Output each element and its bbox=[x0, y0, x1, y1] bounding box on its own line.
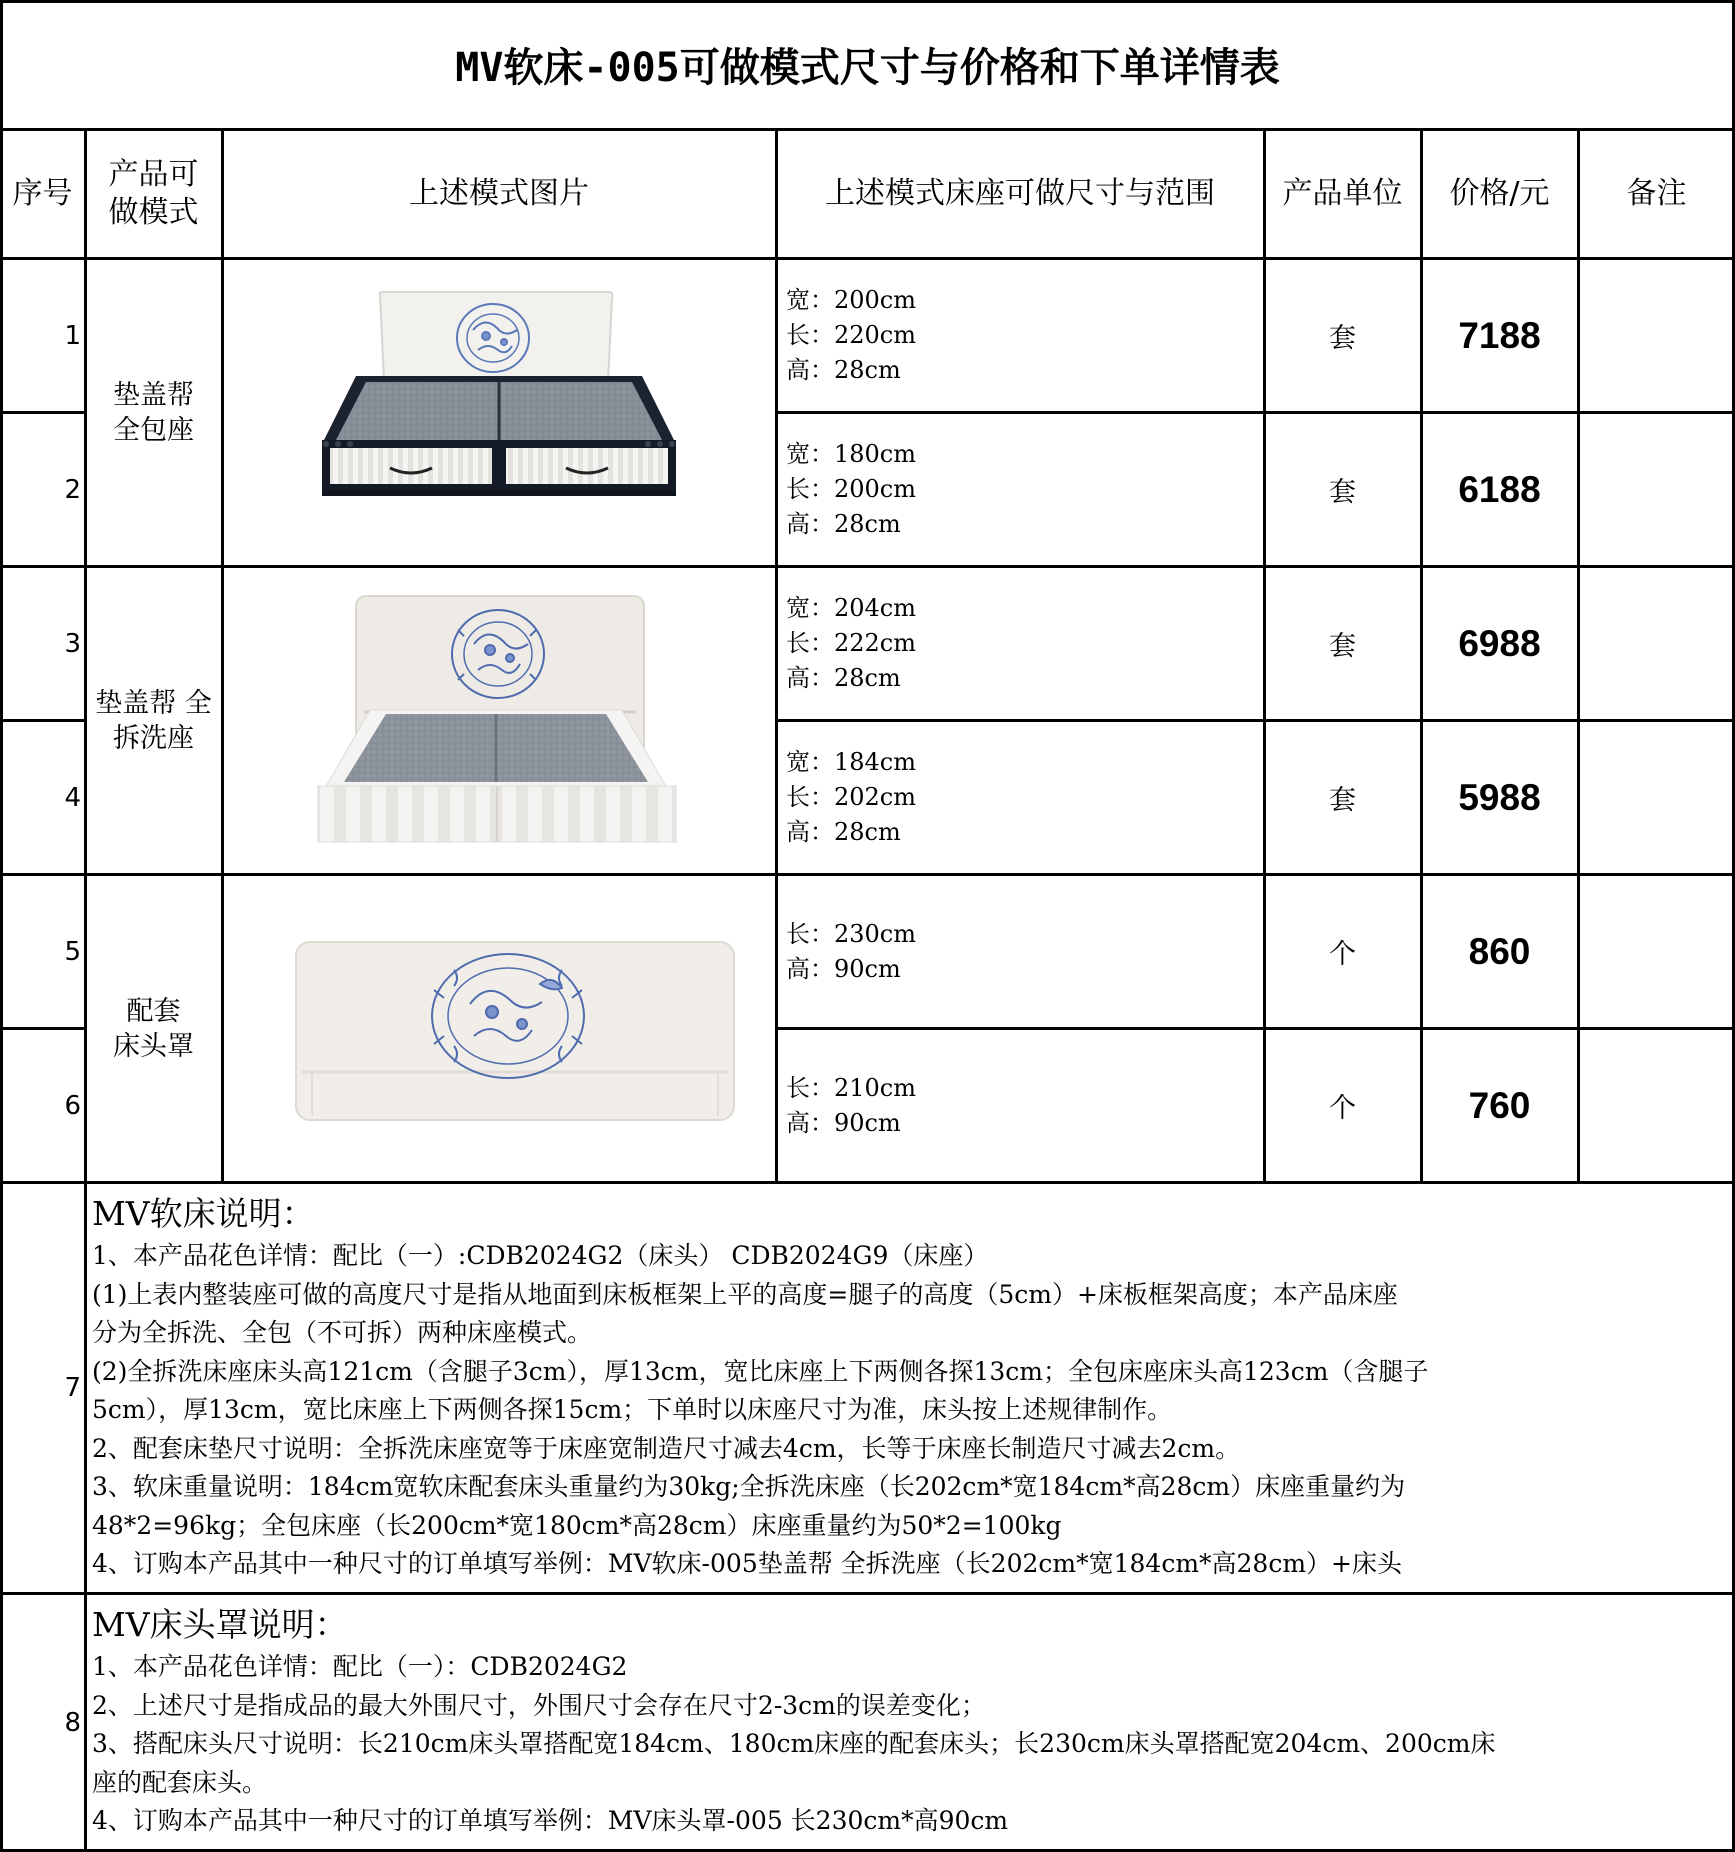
notes-line: 座的配套床头。 bbox=[92, 1767, 268, 1797]
mode-line: 垫盖帮 bbox=[113, 379, 194, 411]
unit-cell: 套 bbox=[1329, 631, 1356, 662]
unit-cell: 套 bbox=[1329, 477, 1356, 508]
grid-line bbox=[0, 873, 1735, 876]
grid-line bbox=[0, 719, 85, 722]
grid-line bbox=[84, 128, 87, 1852]
grid-line bbox=[0, 565, 1735, 568]
notes-heading: MV软床说明： bbox=[92, 1194, 315, 1233]
seq-cell: 8 bbox=[64, 1708, 81, 1738]
size-width: 宽：200cm bbox=[786, 286, 917, 314]
grid-line bbox=[221, 128, 224, 1183]
unit-cell: 个 bbox=[1329, 1093, 1356, 1124]
notes-line: 2、配套床垫尺寸说明：全拆洗床座宽等于床座宽制造尺寸减去4cm，长等于床座长制造尺寸减去2cm。 bbox=[92, 1433, 1241, 1463]
bed-notes bbox=[0, 1183, 1735, 1593]
grid-line bbox=[775, 128, 778, 1183]
grid-line bbox=[0, 1181, 1735, 1184]
grid-line bbox=[1263, 128, 1266, 1183]
grid-line bbox=[0, 128, 1735, 131]
mode-removable bbox=[85, 567, 222, 874]
size-cell bbox=[776, 721, 1264, 874]
seq-cell: 2 bbox=[64, 474, 81, 505]
mode-line: 全包座 bbox=[113, 414, 194, 446]
remark-cell bbox=[1578, 721, 1735, 874]
notes-line: 1、本产品花色详情：配比（一）:CDB2024G2（床头） CDB2024G9（床座） bbox=[92, 1241, 989, 1270]
grid-line bbox=[0, 0, 1735, 3]
mode-line: 拆洗座 bbox=[113, 722, 194, 754]
mode-line: 配套 bbox=[126, 995, 181, 1027]
size-height: 高：28cm bbox=[786, 818, 901, 846]
size-cell bbox=[776, 413, 1264, 566]
headboard-cover-image bbox=[294, 940, 736, 1122]
grid-line bbox=[0, 1592, 1735, 1595]
price-cell: 5988 bbox=[1458, 776, 1541, 818]
notes-line: (2)全拆洗床座床头高121cm（含腿子3cm），厚13cm，宽比床座上下两侧各探13cm；全包床座床头高123cm（含腿子 bbox=[92, 1356, 1429, 1386]
grid-line bbox=[1420, 128, 1423, 1183]
grid-line bbox=[0, 257, 1735, 260]
grid-line bbox=[776, 1027, 1735, 1030]
grid-line bbox=[776, 719, 1735, 722]
grid-line bbox=[0, 1027, 85, 1030]
header-unit: 产品单位 bbox=[1282, 176, 1403, 211]
size-cell bbox=[776, 567, 1264, 720]
size-height: 高：28cm bbox=[786, 510, 901, 538]
remark-cell bbox=[1578, 567, 1735, 720]
mode-line: 床头罩 bbox=[113, 1030, 194, 1062]
remark-cell bbox=[1578, 413, 1735, 566]
notes-line: 5cm），厚13cm，宽比床座上下两侧各探15cm；下单时以床座尺寸为准，床头按上述规律制作。 bbox=[92, 1395, 1173, 1424]
size-cell bbox=[776, 1029, 1264, 1182]
seq-cell: 1 bbox=[64, 320, 81, 351]
notes-line: 2、上述尺寸是指成品的最大外围尺寸，外围尺寸会存在尺寸2-3cm的误差变化； bbox=[92, 1690, 986, 1720]
grid-line bbox=[0, 411, 85, 414]
grid-line bbox=[776, 411, 1735, 414]
notes-heading: MV床头罩说明： bbox=[92, 1605, 348, 1644]
size-length: 长：220cm bbox=[786, 321, 917, 349]
header-price: 价格/元 bbox=[1449, 176, 1550, 211]
header-size: 上述模式床座可做尺寸与范围 bbox=[825, 176, 1215, 211]
seq-cell: 4 bbox=[64, 782, 81, 813]
size-cell bbox=[776, 875, 1264, 1028]
size-length: 长：202cm bbox=[786, 783, 917, 811]
grid-line bbox=[1577, 128, 1580, 1183]
notes-line: 3、软床重量说明：184cm宽软床配套床头重量约为30kg;全拆洗床座（长202cm*宽184cm*高28cm）床座重量约为 bbox=[92, 1472, 1406, 1501]
headboard-notes bbox=[0, 1594, 1735, 1852]
price-cell: 6988 bbox=[1458, 622, 1541, 664]
unit-cell: 个 bbox=[1329, 939, 1356, 970]
size-width: 宽：204cm bbox=[786, 594, 917, 622]
size-height: 高：90cm bbox=[786, 1108, 901, 1137]
header-mode bbox=[85, 130, 222, 258]
size-length: 长：210cm bbox=[786, 1073, 917, 1102]
mode-headboard-cover bbox=[85, 875, 222, 1182]
notes-line: 1、本产品花色详情：配比（一）：CDB2024G2 bbox=[92, 1652, 628, 1681]
remark-cell bbox=[1578, 875, 1735, 1028]
bed-full-wrap-image bbox=[318, 290, 680, 538]
unit-cell: 套 bbox=[1329, 323, 1356, 354]
size-width: 宽：184cm bbox=[786, 748, 917, 776]
notes-line: (1)上表内整装座可做的高度尺寸是指从地面到床板框架上平的高度=腿子的高度（5cm）+床板框架高度；本产品床座 bbox=[92, 1279, 1398, 1309]
bed-removable-image bbox=[308, 590, 686, 856]
size-length: 长：222cm bbox=[786, 629, 917, 657]
size-height: 高：28cm bbox=[786, 356, 901, 384]
price-cell: 6188 bbox=[1458, 468, 1541, 510]
notes-line: 3、搭配床头尺寸说明：长210cm床头罩搭配宽184cm、180cm床座的配套床头；长230cm床头罩搭配宽204cm、200cm床 bbox=[92, 1729, 1496, 1758]
header-seq: 序号 bbox=[12, 176, 73, 211]
price-cell: 7188 bbox=[1458, 314, 1541, 356]
size-cell bbox=[776, 259, 1264, 412]
grid-line bbox=[0, 0, 3, 1852]
size-height: 高：90cm bbox=[786, 954, 901, 983]
size-length: 长：200cm bbox=[786, 475, 917, 503]
notes-line: 4、订购本产品其中一种尺寸的订单填写举例：MV软床-005垫盖帮 全拆洗座（长202cm*宽184cm*高28cm）+床头 bbox=[92, 1549, 1402, 1578]
size-width: 宽：180cm bbox=[786, 440, 917, 468]
remark-cell bbox=[1578, 259, 1735, 412]
seq-cell: 7 bbox=[64, 1373, 81, 1403]
seq-cell: 5 bbox=[64, 936, 81, 967]
mode-full-wrap bbox=[85, 259, 222, 566]
size-height: 高：28cm bbox=[786, 664, 901, 692]
size-length: 长：230cm bbox=[786, 919, 917, 948]
price-cell: 860 bbox=[1468, 930, 1531, 972]
seq-cell: 3 bbox=[64, 628, 81, 659]
header-mode-line1: 产品可 bbox=[108, 157, 199, 192]
header-mode-line2: 做模式 bbox=[108, 195, 199, 230]
unit-cell: 套 bbox=[1329, 785, 1356, 816]
table-title: MV软床-005可做模式尺寸与价格和下单详情表 bbox=[455, 44, 1280, 91]
notes-line: 分为全拆洗、全包（不可拆）两种床座模式。 bbox=[92, 1318, 593, 1347]
header-remark: 备注 bbox=[1626, 176, 1687, 211]
notes-line: 4、订购本产品其中一种尺寸的订单填写举例：MV床头罩-005 长230cm*高90cm bbox=[92, 1806, 1009, 1835]
remark-cell bbox=[1578, 1029, 1735, 1182]
mode-line: 垫盖帮 全 bbox=[95, 687, 212, 719]
seq-cell: 6 bbox=[64, 1090, 81, 1121]
notes-line: 48*2=96kg；全包床座（长200cm*宽180cm*高28cm）床座重量约为50*2=100kg bbox=[92, 1510, 1062, 1540]
header-image: 上述模式图片 bbox=[409, 176, 589, 211]
price-cell: 760 bbox=[1468, 1084, 1531, 1126]
